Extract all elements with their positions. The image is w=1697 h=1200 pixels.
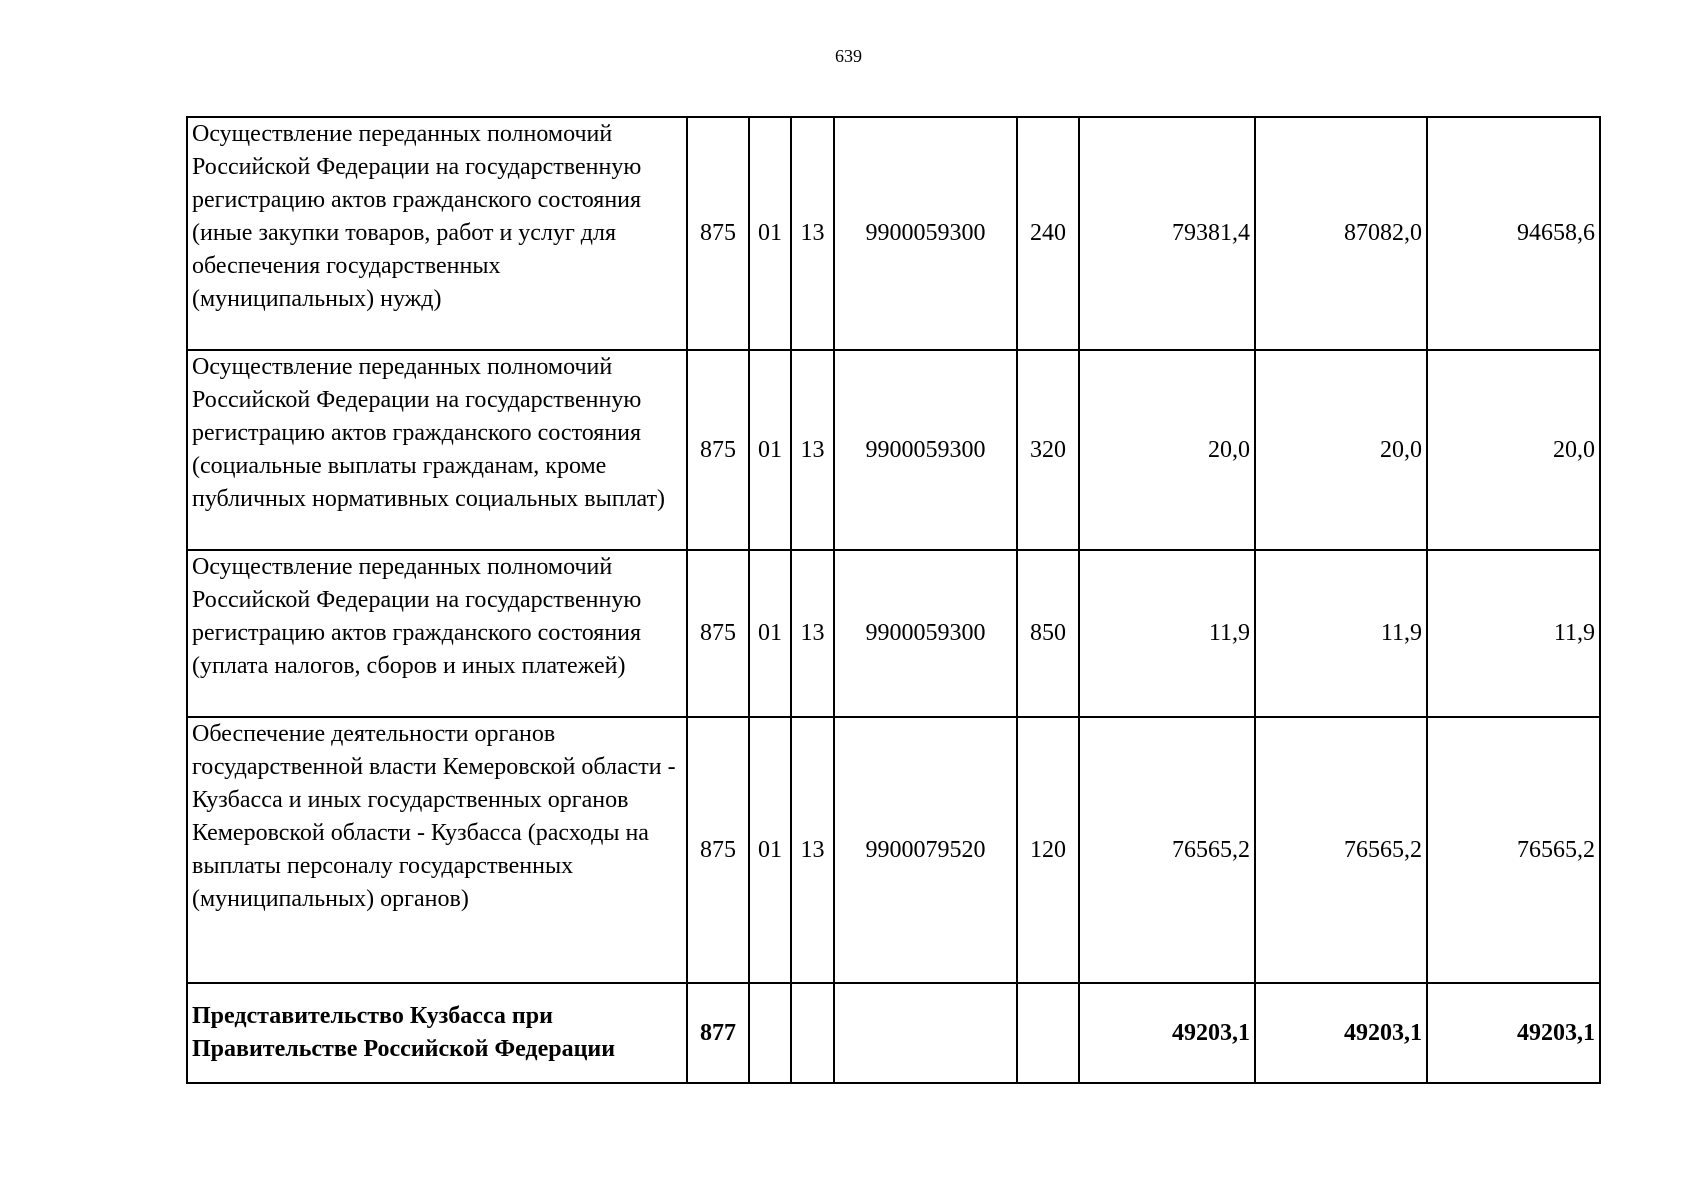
amount-year-2: 20,0 [1255,350,1427,550]
section-code: 01 [749,550,791,717]
expense-type-code: 320 [1017,350,1079,550]
ved-code: 875 [687,550,749,717]
expense-type-code: 850 [1017,550,1079,717]
amount-year-1: 20,0 [1079,350,1255,550]
amount-year-3: 94658,6 [1427,117,1600,350]
table-row-total [187,983,1600,1083]
table-row [187,550,1600,717]
target-article-code: 9900059300 [834,350,1017,550]
row-name: Осуществление переданных полномочий Российской Федерации на государственную регистрацию актов гражданского состояния (иные закупки товаров, работ и услуг для обеспечения государственных (муниципальных) нужд) [187,117,687,350]
amount-year-2: 11,9 [1255,550,1427,717]
section-code: 01 [749,717,791,983]
row-name: Обеспечение деятельности органов государственной власти Кемеровской области - Кузбасса и иных государственных органов Кемеровской области - Кузбасса (расходы на выплаты персоналу государственных (муниципальных) органов) [187,717,687,983]
expense-type-code [1017,983,1079,1083]
row-name: Осуществление переданных полномочий Российской Федерации на государственную регистрацию актов гражданского состояния (уплата налогов, сборов и иных платежей) [187,550,687,717]
target-article-code [834,983,1017,1083]
page-number: 639 [835,46,862,66]
amount-year-1: 76565,2 [1079,717,1255,983]
target-article-code: 9900059300 [834,117,1017,350]
expense-type-code: 240 [1017,117,1079,350]
amount-year-2: 76565,2 [1255,717,1427,983]
section-code: 01 [749,350,791,550]
amount-year-3: 20,0 [1427,350,1600,550]
amount-year-3: 76565,2 [1427,717,1600,983]
target-article-code: 9900079520 [834,717,1017,983]
amount-year-1: 49203,1 [1079,983,1255,1083]
subsection-code: 13 [791,550,834,717]
ved-code: 875 [687,717,749,983]
ved-code: 875 [687,350,749,550]
amount-year-3: 49203,1 [1427,983,1600,1083]
subsection-code: 13 [791,350,834,550]
row-name: Осуществление переданных полномочий Российской Федерации на государственную регистрацию актов гражданского состояния (социальные выплаты гражданам, кроме публичных нормативных социальных выплат) [187,350,687,550]
amount-year-3: 11,9 [1427,550,1600,717]
subsection-code: 13 [791,717,834,983]
row-name: Представительство Кузбасса при Правительстве Российской Федерации [187,983,687,1083]
section-code: 01 [749,117,791,350]
table-row [187,717,1600,983]
budget-table [186,116,1601,1084]
amount-year-1: 79381,4 [1079,117,1255,350]
section-code [749,983,791,1083]
amount-year-1: 11,9 [1079,550,1255,717]
ved-code: 875 [687,117,749,350]
expense-type-code: 120 [1017,717,1079,983]
table-row [187,350,1600,550]
table-row [187,117,1600,350]
subsection-code [791,983,834,1083]
amount-year-2: 87082,0 [1255,117,1427,350]
amount-year-2: 49203,1 [1255,983,1427,1083]
subsection-code: 13 [791,117,834,350]
ved-code: 877 [687,983,749,1083]
target-article-code: 9900059300 [834,550,1017,717]
